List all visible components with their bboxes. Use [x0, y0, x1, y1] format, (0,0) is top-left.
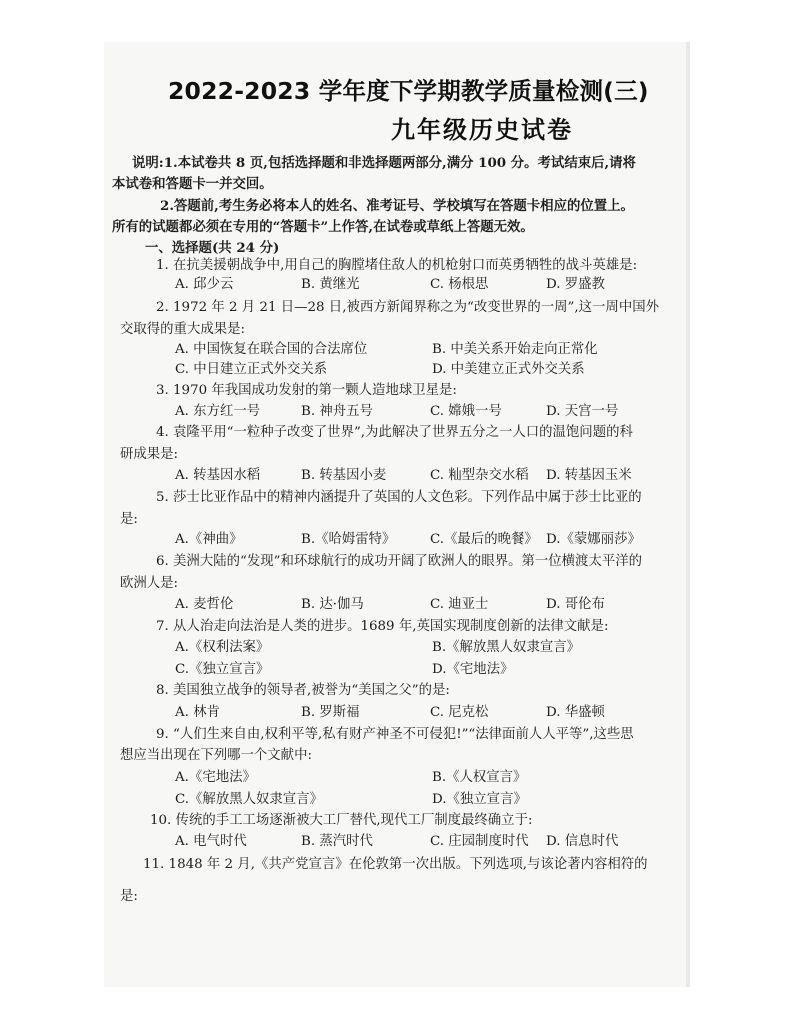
answer-option: A. 电气时代 — [175, 834, 247, 849]
question-stem: 9. “人们生来自由,权利平等,私有财产神圣不可侵犯!”“法律面前人人平等”,这些思 — [156, 727, 634, 742]
answer-option: B.《人权宣言》 — [432, 770, 527, 785]
instruction-line: 本试卷和答题卡一并交回。 — [112, 176, 273, 192]
answer-option: A. 中国恢复在联合国的合法席位 — [175, 342, 368, 357]
answer-option: D. 华盛顿 — [546, 705, 605, 720]
question-stem: 7. 从人治走向法治是人类的进步。1689 年,英国实现制度创新的法律文献是: — [156, 619, 609, 634]
paper-edge-shadow — [686, 42, 690, 987]
question-stem: 11. 1848 年 2 月,《共产党宣言》在伦敦第一次出版。下列选项,与该论著内容相符的 — [143, 857, 648, 872]
answer-option: C.《独立宣言》 — [175, 662, 270, 677]
question-stem: 是: — [120, 512, 138, 527]
answer-option: D. 信息时代 — [546, 834, 619, 849]
question-stem: 1. 在抗美援朝战争中,用自己的胸膛堵住敌人的机枪射口而英勇牺牲的战斗英雄是: — [156, 258, 638, 273]
answer-option: A. 转基因水稻 — [175, 468, 261, 483]
answer-option: A. 林肯 — [175, 705, 220, 720]
exam-title: 2022-2023 学年度下学期教学质量检测(三) — [168, 77, 649, 105]
answer-option: B. 中美关系开始走向正常化 — [432, 342, 598, 357]
question-stem: 3. 1970 年我国成功发射的第一颗人造地球卫星是: — [156, 383, 457, 398]
answer-option: B.《哈姆雷特》 — [301, 532, 396, 547]
instruction-line: 2.答题前,考生务必将本人的姓名、准考证号、学校填写在答题卡相应的位置上。 — [160, 198, 634, 214]
answer-option: C. 嫦娥一号 — [430, 404, 502, 419]
question-stem: 欧洲人是: — [120, 576, 179, 591]
answer-option: A. 麦哲伦 — [175, 597, 234, 612]
answer-option: B. 罗斯福 — [301, 705, 360, 720]
answer-option: A. 东方红一号 — [175, 404, 261, 419]
answer-option: C.《最后的晚餐》 — [430, 532, 538, 547]
question-stem: 想应当出现在下列哪一个文献中: — [120, 748, 312, 763]
answer-option: D. 天宫一号 — [546, 404, 619, 419]
answer-option: D.《独立宣言》 — [432, 792, 527, 807]
answer-option: D. 罗盛教 — [546, 277, 605, 292]
answer-option: B. 蒸汽时代 — [301, 834, 373, 849]
answer-option: C. 中日建立正式外交关系 — [175, 362, 328, 377]
answer-option: C.《解放黑人奴隶宣言》 — [175, 792, 323, 807]
question-stem: 10. 传统的手工工场逐渐被大工厂替代,现代工厂制度最终确立于: — [150, 813, 533, 828]
answer-option: B. 神舟五号 — [301, 404, 373, 419]
question-stem: 2. 1972 年 2 月 21 日—28 日,被西方新闻界称之为“改变世界的一周”,这一周中国外 — [156, 300, 659, 315]
answer-option: C. 籼型杂交水稻 — [430, 468, 529, 483]
answer-option: C. 庄园制度时代 — [430, 834, 529, 849]
instruction-line: 所有的试题都必须在专用的“答题卡”上作答,在试卷或草纸上答题无效。 — [112, 219, 534, 235]
question-stem: 是: — [120, 889, 138, 904]
answer-option: D. 转基因玉米 — [546, 468, 632, 483]
instruction-line: 说明:1.本试卷共 8 页,包括选择题和非选择题两部分,满分 100 分。考试结束后,请将 — [132, 155, 636, 171]
question-stem: 交取得的重大成果是: — [120, 322, 246, 337]
answer-option: C. 杨根思 — [430, 277, 489, 292]
question-stem: 6. 美洲大陆的“发现”和环球航行的成功开阔了欧洲人的眼界。第一位横渡太平洋的 — [156, 554, 643, 569]
question-stem: 5. 莎士比亚作品中的精神内涵提升了英国的人文色彩。下列作品中属于莎士比亚的 — [156, 490, 642, 505]
section-heading: 一、选择题(共 24 分) — [145, 240, 280, 256]
answer-option: C. 迪亚士 — [430, 597, 489, 612]
answer-option: B.《解放黑人奴隶宣言》 — [432, 640, 581, 655]
answer-option: D.《宅地法》 — [432, 662, 514, 677]
question-stem: 4. 袁隆平用“一粒种子改变了世界”,为此解决了世界五分之一人口的温饱问题的科 — [156, 425, 633, 440]
question-stem: 研成果是: — [120, 447, 179, 462]
answer-option: C. 尼克松 — [430, 705, 489, 720]
answer-option: A. 邱少云 — [175, 277, 234, 292]
question-stem: 8. 美国独立战争的领导者,被誉为“美国之父”的是: — [156, 683, 450, 698]
answer-option: D. 中美建立正式外交关系 — [432, 362, 585, 377]
answer-option: D.《蒙娜丽莎》 — [546, 532, 641, 547]
answer-option: B. 达·伽马 — [301, 597, 364, 612]
answer-option: A.《宅地法》 — [175, 770, 256, 785]
answer-option: D. 哥伦布 — [546, 597, 605, 612]
answer-option: A.《权利法案》 — [175, 640, 270, 655]
answer-option: B. 黄继光 — [301, 277, 360, 292]
exam-subtitle: 九年级历史试卷 — [391, 116, 573, 144]
answer-option: A.《神曲》 — [175, 532, 243, 547]
answer-option: B. 转基因小麦 — [301, 468, 387, 483]
